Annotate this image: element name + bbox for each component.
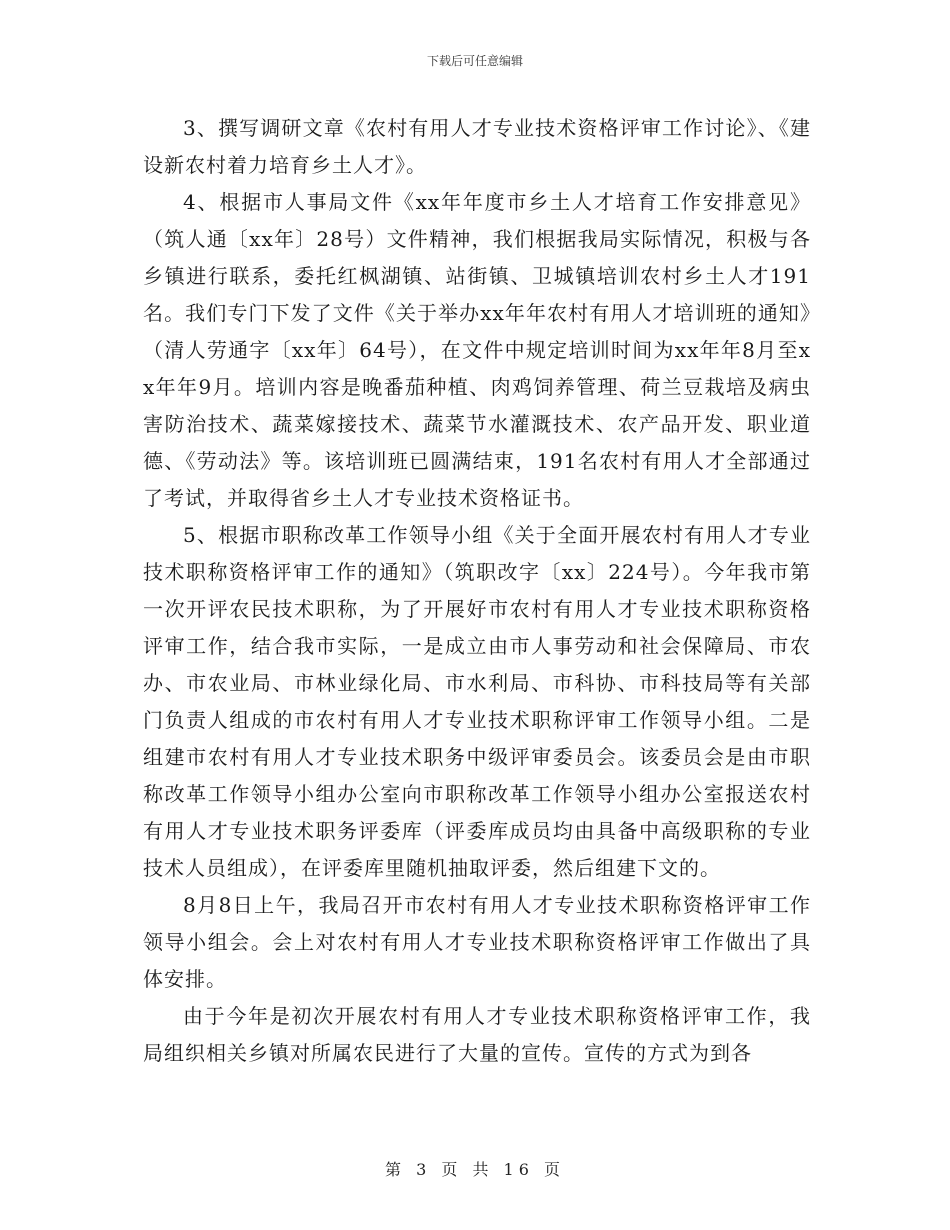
page-indicator: 第 3 页 共 16 页 bbox=[385, 1160, 565, 1179]
paragraph-item-5: 5、根据市职称改革工作领导小组《关于全面开展农村有用人才专业技术职称资格评审工作的通知》（筑职改字〔xx〕224号）。今年我市第一次开评农民技术职称，为了开展好市农村有用人才专业技术职称资格评审工作，结合我市实际，一是成立由市人事劳动和社会保障局、市农办、市农业局、市林业绿化局、市水利局、市科协、市科技局等有关部门负责人组成的市农村有用人才专业技术职称评审工作领导小组。二是组建市农村有用人才专业技术职务中级评审委员会。该委员会是由市职称改革工作领导小组办公室向市职称改革工作领导小组办公室报送农村有用人才专业技术职务评委库（评委库成员均由具备中高级职称的专业技术人员组成），在评委库里随机抽取评委，然后组建下文的。 bbox=[143, 523, 811, 880]
paragraph-item-3: 3、撰写调研文章《农村有用人才专业技术资格评审工作讨论》、《建设新农村着力培育乡土人才》。 bbox=[143, 116, 811, 177]
paragraph-meeting: 8月8日上午，我局召开市农村有用人才专业技术职称资格评审工作领导小组会。会上对农村有用人才专业技术职称资格评审工作做出了具体安排。 bbox=[143, 893, 811, 991]
document-body bbox=[143, 110, 811, 1072]
paragraph-item-4: 4、根据市人事局文件《xx年年度市乡土人才培育工作安排意见》（筑人通〔xx年〕28号）文件精神，我们根据我局实际情况，积极与各乡镇进行联系，委托红枫湖镇、站街镇、卫城镇培训农村乡土人才191名。我们专门下发了文件《关于举办xx年年农村有用人才培训班的通知》（清人劳通字〔xx年〕64号），在文件中规定培训时间为xx年年8月至xx年年9月。培训内容是晚番茄种植、肉鸡饲养管理、荷兰豆栽培及病虫害防治技术、蔬菜嫁接技术、蔬菜节水灌溉技术、农产品开发、职业道德、《劳动法》等。该培训班已圆满结束，191名农村有用人才全部通过了考试，并取得省乡土人才专业技术资格证书。 bbox=[143, 190, 811, 510]
paragraph-publicity: 由于今年是初次开展农村有用人才专业技术职称资格评审工作，我局组织相关乡镇对所属农民进行了大量的宣传。宣传的方式为到各 bbox=[143, 1004, 811, 1065]
header-note: 下载后可任意编辑 bbox=[426, 54, 523, 68]
